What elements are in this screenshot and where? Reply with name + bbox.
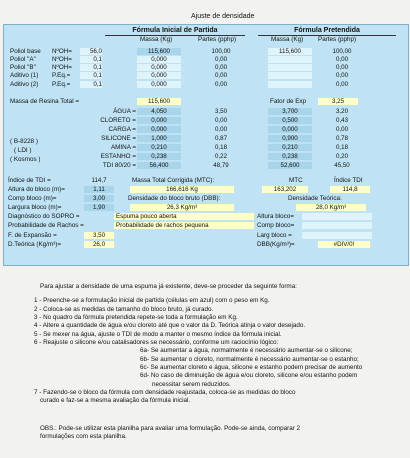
altura-bloco-right-input[interactable] <box>302 213 372 220</box>
component-label: ESTANHO = <box>100 153 136 160</box>
indice-tdi-label: Índice de TDI = <box>8 177 51 184</box>
left-header: Fórmula Inicial de Partida <box>132 27 218 34</box>
col-massa-right: Massa (Kg) <box>271 36 304 43</box>
component-partes-value: 0,87 <box>214 135 228 142</box>
col-massa-left: Massa (Kg) <box>140 36 173 43</box>
component-massa-input[interactable]: 0,210 <box>137 144 181 151</box>
obs-line-1: OBS.: Pode-se utilizar esta planilha para avaliar uma formulação. Pode-se ainda, comparar 2 <box>40 425 301 432</box>
larg-bloco-right-input[interactable] <box>302 232 372 239</box>
noh-label: NºOH= <box>52 56 72 63</box>
larg-bloco-right-label: Larg bloco = <box>257 232 292 239</box>
altura-bloco-right-label: Altura bloco= <box>257 213 294 220</box>
instruction-step: 4 - Altere a quantidade de água e/ou cloreto até que o valor da D. Teórica atinja o valor desejado. <box>34 322 306 329</box>
right-component-massa-input[interactable]: 0,210 <box>268 144 312 151</box>
poliol-label: Aditivo (1) <box>10 72 39 79</box>
altura-input[interactable]: 1,11 <box>84 186 114 193</box>
right-massa-input[interactable] <box>268 72 312 79</box>
d-teorica-label: D.Teórica (Kg/m³)= <box>8 241 62 248</box>
partes-value: 0,00 <box>214 64 228 71</box>
fator-exp-value[interactable]: 3,25 <box>318 98 358 105</box>
teorica-value: 28,0 Kg/m³ <box>296 204 366 211</box>
noh-input[interactable]: 0,1 <box>80 56 102 63</box>
massa-input[interactable]: 115,600 <box>137 48 181 55</box>
noh-label: P.Eq.= <box>52 81 71 88</box>
component-label: TDI 80/20 = <box>102 162 136 169</box>
instruction-step: 1 - Preenche-se a formulação inicial de partida (células em azul) com o peso em Kg. <box>34 297 270 304</box>
component-label: SILICONE = <box>101 135 136 142</box>
dbb-value: 26,3 Kg/m³ <box>130 204 234 211</box>
instruction-step: curado e faz-se a mesma avaliação da fórmula inicial. <box>40 397 191 404</box>
instruction-step: 5 - Se mexer na água, ajuste o TDI de modo a manter o mesmo índice da fórmula inicial. <box>34 331 282 338</box>
noh-input[interactable]: 0,1 <box>80 81 102 88</box>
right-component-massa-input[interactable]: 0,000 <box>268 126 312 133</box>
component-massa-input[interactable]: 56,400 <box>137 162 181 169</box>
component-label: AMINA = <box>110 144 136 151</box>
right-component-massa-input[interactable]: 52,600 <box>268 162 312 169</box>
noh-label: NºOH= <box>52 48 72 55</box>
partes-value: 0,00 <box>214 56 228 63</box>
indice-tdi-right-label: Índice TDI <box>334 177 363 184</box>
d-teorica-value: 26,0 <box>84 241 114 248</box>
poliol-label: Poliol "B" <box>10 64 36 71</box>
page-title: Ajuste de densidade <box>191 13 255 20</box>
mtc-label: MTC <box>289 177 303 184</box>
component-partes-value: 0,00 <box>214 126 228 133</box>
poliol-label: Poliol "A" <box>10 56 36 63</box>
component-massa-input[interactable]: 1,000 <box>137 135 181 142</box>
right-massa-input[interactable]: 115,600 <box>268 48 312 55</box>
component-partes-value: 3,50 <box>214 108 228 115</box>
diagnostico-label: Diagnóstico do SOPRO = <box>8 213 80 220</box>
instruction-step: 6a- Se aumentar a água, normalmente é necessário aumentar-se o silicone; <box>140 347 353 354</box>
component-partes-value: 48,79 <box>213 162 229 169</box>
right-component-partes-value: 0,00 <box>335 126 349 133</box>
instruction-step: 3 - No quadro da fórmula pretendida repete-se toda a formulação em Kg. <box>34 314 238 321</box>
component-massa-input[interactable]: 4,050 <box>137 108 181 115</box>
intro-text: Para ajustar a densidade de uma espuma já existente, deve-se proceder da seguinte forma: <box>40 283 297 290</box>
densidade-teorica-label: Densidade Teórica: <box>288 195 342 202</box>
f-expansao-label: F. de Expansão = <box>8 232 57 239</box>
poliol-label: Poliol base <box>10 48 41 55</box>
noh-label: P.Eq.= <box>52 72 71 79</box>
right-component-partes-value: 0,18 <box>335 144 349 151</box>
right-massa-input[interactable] <box>268 56 312 63</box>
right-massa-input[interactable] <box>268 81 312 88</box>
right-partes-value: 0,00 <box>335 72 349 79</box>
indice-tdi-value: 114,7 <box>91 177 107 184</box>
right-partes-value: 100,00 <box>332 48 352 55</box>
comp-input[interactable]: 3,00 <box>84 195 114 202</box>
right-component-partes-value: 0,43 <box>335 117 349 124</box>
prob-rachos-label: Probabilidade de Rachos = <box>8 222 84 229</box>
comp-bloco-right-input[interactable] <box>302 222 372 229</box>
mtc-right-value: 163,202 <box>262 186 308 193</box>
right-partes-value: 0,00 <box>335 64 349 71</box>
comp-label: Comp bloco (m)= <box>8 195 57 202</box>
massa-input[interactable]: 0,000 <box>137 56 181 63</box>
instruction-step: 7 - Fazendo-se o bloco da fórmula com densidade reajustada, coloca-se as medidas do bloco <box>34 389 296 396</box>
massa-input[interactable]: 0,000 <box>137 64 181 71</box>
component-partes-value: 0,00 <box>214 117 228 124</box>
prob-rachos-value: Probabilidade de rachos pequena <box>114 222 254 229</box>
component-massa-input[interactable]: 0,238 <box>137 153 181 160</box>
massa-resina-label: Massa de Resina Total = <box>10 98 80 105</box>
poliol-label: Aditivo (2) <box>10 81 39 88</box>
massa-input[interactable]: 0,000 <box>137 72 181 79</box>
massa-resina-value: 115,600 <box>137 98 181 105</box>
partes-value: 0,00 <box>214 72 228 79</box>
partes-value: 0,00 <box>214 81 228 88</box>
massa-total-label: Massa Total Corrigida (MTC): <box>132 177 215 184</box>
comp-bloco-right-label: Comp bloco= <box>257 222 295 229</box>
component-label: ÁGUA = <box>113 108 136 115</box>
side-label-kosmos: ( Kosmos ) <box>10 156 41 163</box>
component-massa-input[interactable]: 0,000 <box>137 126 181 133</box>
noh-label: NºOH= <box>52 64 72 71</box>
mtc-left-value: 166,616 Kg <box>130 186 234 193</box>
right-partes-value: 0,00 <box>335 81 349 88</box>
right-component-massa-input[interactable]: 0,238 <box>268 153 312 160</box>
right-component-partes-value: 45,50 <box>334 162 350 169</box>
instruction-step: 6b- Se aumentar o cloreto, normalmente é necessário aumentar-se o estanho; <box>140 356 359 363</box>
component-massa-input[interactable]: 0,000 <box>137 117 181 124</box>
instruction-step: 6c- Se aumentar cloreto e água, silicone e estanho podem precisar de aumento <box>140 364 363 371</box>
noh-input[interactable]: 0,1 <box>80 72 102 79</box>
dbb-right-value: #DIV/0! <box>318 241 370 248</box>
col-partes-right: Partes (pphp) <box>318 36 357 43</box>
indice-tdi-right-value: 114,8 <box>330 186 370 193</box>
largura-input[interactable]: 1,90 <box>84 204 114 211</box>
obs-line-2: formulações com esta planilha. <box>40 433 127 440</box>
right-component-massa-input[interactable]: 3,700 <box>268 108 312 115</box>
right-component-partes-value: 0,20 <box>335 153 349 160</box>
noh-input[interactable]: 0,1 <box>80 64 102 71</box>
right-component-partes-value: 0,78 <box>335 135 349 142</box>
dbb-right-label: DBB(Kg/m³)= <box>257 241 295 248</box>
right-component-massa-input[interactable]: 0,900 <box>268 135 312 142</box>
f-expansao-value: 3,50 <box>84 232 114 239</box>
component-label: CARGA = <box>108 126 136 133</box>
massa-input[interactable]: 0,000 <box>137 81 181 88</box>
col-partes-left: Partes (pphp) <box>198 36 237 43</box>
side-label-b8228: ( B-8228 ) <box>10 138 38 145</box>
right-component-partes-value: 3,20 <box>335 108 349 115</box>
component-partes-value: 0,22 <box>214 153 228 160</box>
right-header: Fórmula Pretendida <box>294 27 360 34</box>
noh-input[interactable]: 56,0 <box>80 48 102 55</box>
right-partes-value: 0,00 <box>335 56 349 63</box>
instruction-step: 6 - Reajuste o silicone e/ou catalisadores se necessário, conforme um raciocínio lógico: <box>34 339 279 346</box>
diagnostico-value: Espuma pouco aberta <box>114 213 254 220</box>
component-label: CLORETO = <box>100 117 136 124</box>
side-label-ldi: ( LDI ) <box>14 147 32 154</box>
largura-label: Largura bloco (m)= <box>8 204 62 211</box>
partes-value: 100,00 <box>211 48 231 55</box>
right-component-massa-input[interactable]: 0,500 <box>268 117 312 124</box>
altura-label: Altura do bloco (m)= <box>8 186 65 193</box>
instruction-step: 6d- No caso de diminuição de água e/ou cloreto, silicone e/ou estanho podem <box>140 372 358 379</box>
right-massa-input[interactable] <box>268 64 312 71</box>
component-partes-value: 0,18 <box>214 144 228 151</box>
fator-exp-label: Fator de Exp <box>270 98 307 105</box>
instruction-step: necessitar serem reduzidos. <box>152 381 231 388</box>
densidade-bloco-label: Densidade do bloco bruto (DBB): <box>128 195 221 202</box>
instruction-step: 2 - Coloca-se as medidas de tamanho do bloco bruto, já curado. <box>34 306 214 313</box>
